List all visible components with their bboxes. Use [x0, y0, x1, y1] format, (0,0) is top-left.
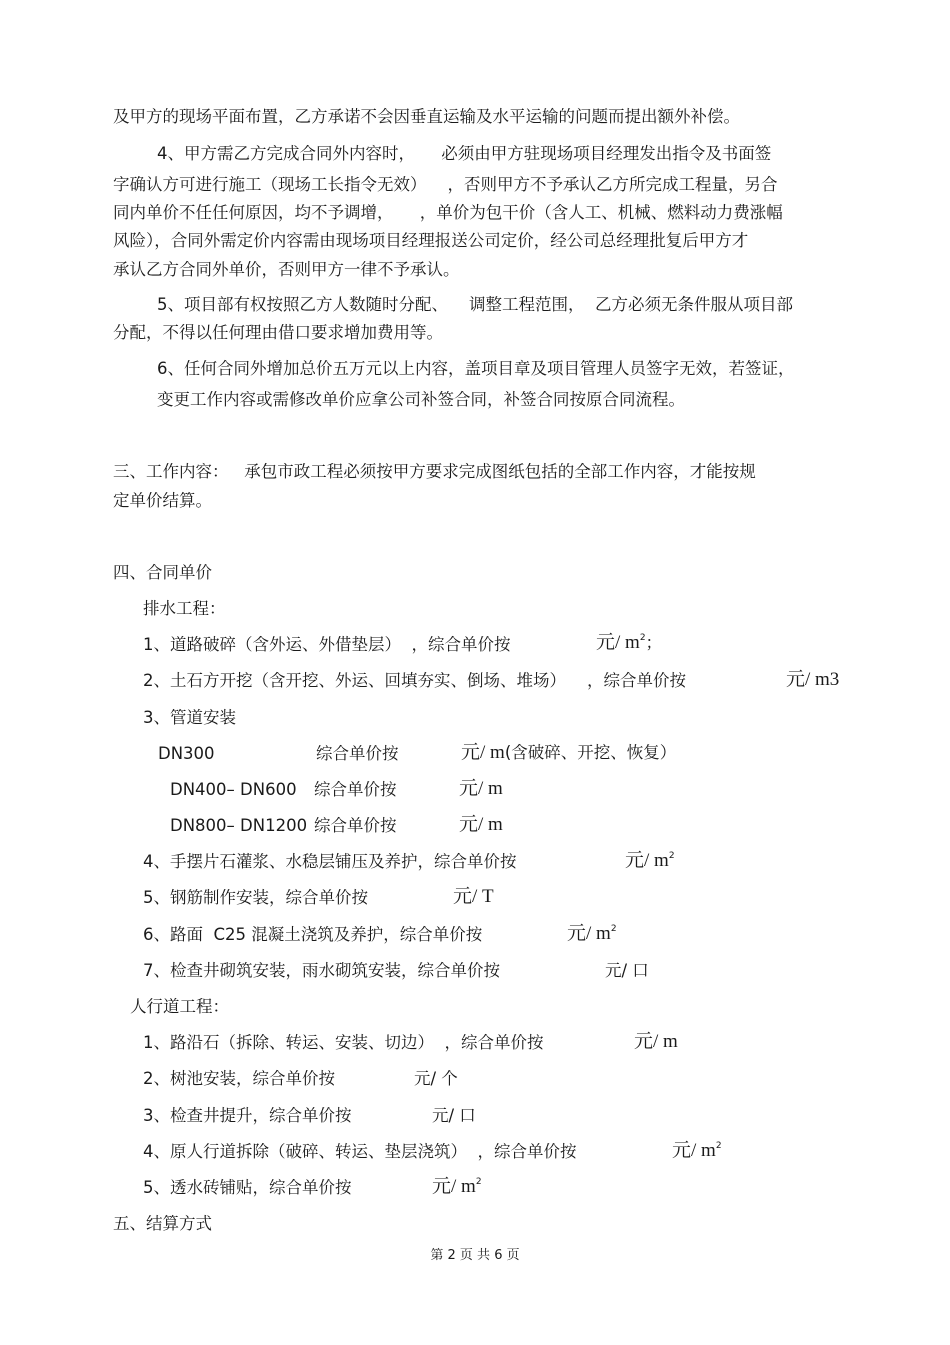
drainage-item-7: 7、检查井砌筑安装，雨水砌筑安装，综合单价按: [143, 961, 500, 980]
drainage-item-7-unit: 元/ 口: [605, 961, 649, 980]
clause-5-line-2: 分配，不得以任何理由借口要求增加费用等。: [113, 323, 443, 342]
sidewalk-item-1: 1、路沿石（拆除、转运、安装、切边） ，综合单价按: [143, 1033, 544, 1052]
drainage-item-6-unit: 元/ $m^2$: [567, 923, 617, 944]
section-3-line-1: 三、工作内容： 承包市政工程必须按甲方要求完成图纸包括的全部工作内容，才能按规: [113, 462, 756, 481]
drainage-item-5: 5、钢筋制作安装，综合单价按: [143, 888, 368, 907]
pipe-dn300-unit: 元/ m(含破碎、开挖、恢复）: [461, 742, 677, 763]
sidewalk-heading: 人行道工程：: [130, 997, 229, 1016]
sidewalk-item-5: 5、透水砖铺贴，综合单价按: [143, 1178, 352, 1197]
sidewalk-item-4-unit: 元/ $m^2$: [672, 1140, 722, 1161]
sidewalk-item-3: 3、检查井提升，综合单价按: [143, 1106, 352, 1125]
clause-4-line-3: 同内单价不任任何原因，均不予调增， ，单价为包干价（含人工、机械、燃料动力费涨幅: [113, 203, 783, 222]
pipe-dn300-text: 综合单价按: [316, 744, 399, 763]
sidewalk-item-2: 2、树池安装，综合单价按: [143, 1069, 335, 1088]
drainage-item-1: 1、道路破碎（含外运、外借垫层） ，综合单价按: [143, 635, 511, 654]
sidewalk-item-3-unit: 元/ 口: [432, 1106, 476, 1125]
clause-4-line-5: 承认乙方合同外单价，否则甲方一律不予承认。: [113, 260, 460, 279]
clause-4-line-1: 4、甲方需乙方完成合同外内容时， 必须由甲方驻现场项目经理发出指令及书面签: [157, 144, 772, 163]
drainage-item-3: 3、管道安装: [143, 708, 236, 727]
pipe-dn800-unit: 元/ m: [459, 814, 503, 835]
drainage-item-2: 2、土石方开挖（含开挖、外运、回填夯实、倒场、堆场） ，综合单价按: [143, 671, 686, 690]
section-5-title: 五、结算方式: [113, 1214, 212, 1233]
sidewalk-item-2-unit: 元/ 个: [414, 1069, 458, 1088]
clause-4-line-4: 风险），合同外需定价内容需由现场项目经理报送公司定价，经公司总经理批复后甲方才: [113, 231, 749, 250]
clause-6-line-1: 6、任何合同外增加总价五万元以上内容，盖项目章及项目管理人员签字无效，若签证，: [157, 359, 795, 378]
drainage-item-6: 6、路面 C25 混凝土浇筑及养护，综合单价按: [143, 925, 483, 944]
pipe-dn800-name: DN800– DN1200: [170, 816, 308, 835]
drainage-item-5-unit: 元/ T: [453, 886, 494, 907]
drainage-item-4: 4、手摆片石灌浆、水稳层铺压及养护，综合单价按: [143, 852, 517, 871]
clause-4-line-2: 字确认方可进行施工（现场工长指令无效） ，否则甲方不予承认乙方所完成工程量，另合: [113, 175, 778, 194]
pipe-dn400-unit: 元/ m: [459, 778, 503, 799]
drainage-item-1-unit: 元/ $m^2$；: [596, 632, 663, 653]
pipe-dn400-text: 综合单价按: [314, 780, 397, 799]
sidewalk-item-1-unit: 元/ m: [634, 1031, 678, 1052]
drainage-item-4-unit: 元/ $m^2$: [625, 850, 675, 871]
pipe-dn400-name: DN400– DN600: [170, 780, 297, 799]
clause-5-line-1: 5、项目部有权按照乙方人数随时分配、 调整工程范围， 乙方必须无条件服从项目部: [157, 295, 793, 314]
sidewalk-item-4: 4、原人行道拆除（破碎、转运、垫层浇筑） ，综合单价按: [143, 1142, 577, 1161]
drainage-item-2-unit: 元/ m3: [786, 669, 840, 690]
clause-6-line-2: 变更工作内容或需修改单价应拿公司补签合同，补签合同按原合同流程。: [157, 390, 685, 409]
clause-3-tail: 及甲方的现场平面布置，乙方承诺不会因垂直运输及水平运输的问题而提出额外补偿。: [113, 107, 740, 126]
sidewalk-item-5-unit: 元/ $m^2$: [432, 1176, 482, 1197]
page-footer: 第 2 页 共 6 页: [430, 1248, 520, 1263]
section-4-title: 四、合同单价: [113, 563, 212, 582]
drainage-heading: 排水工程：: [143, 599, 226, 618]
pipe-dn800-text: 综合单价按: [314, 816, 397, 835]
pipe-dn300-name: DN300: [158, 744, 215, 763]
section-3-line-2: 定单价结算。: [113, 491, 212, 510]
